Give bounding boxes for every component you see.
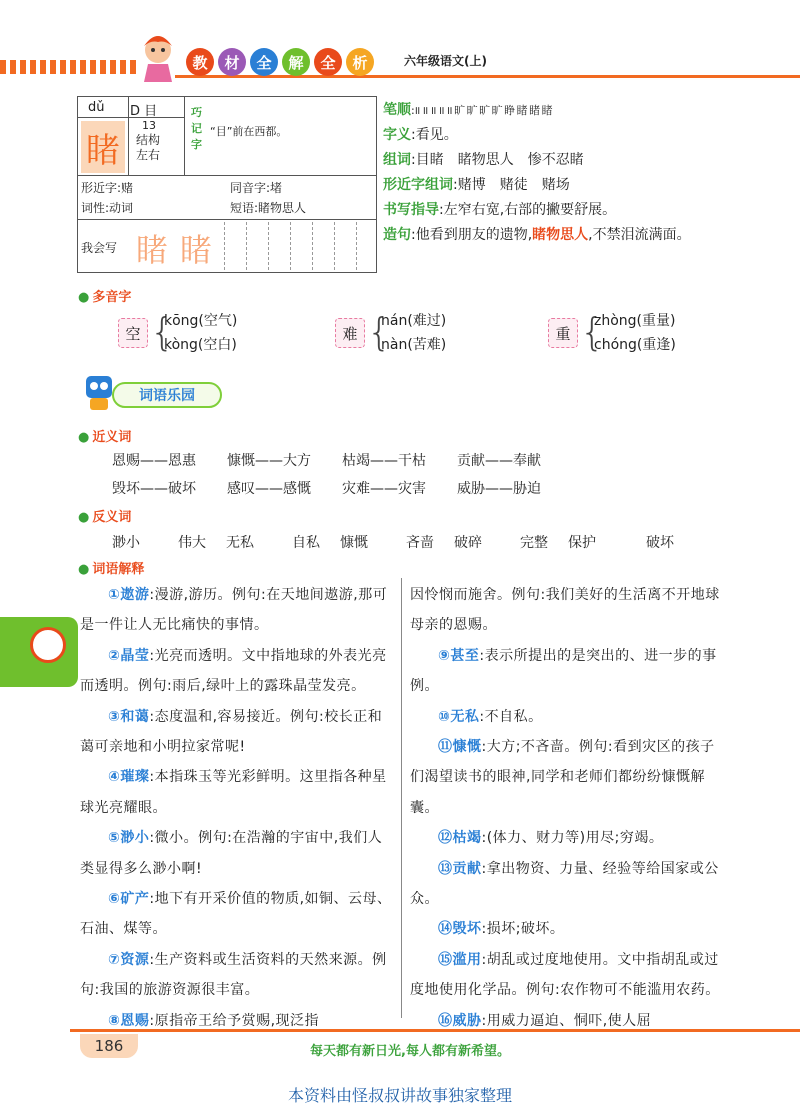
book-title xyxy=(186,48,374,76)
explanation-text: :不自私。 xyxy=(479,708,543,725)
explanation-entry xyxy=(80,702,392,763)
explanation-entry xyxy=(80,884,392,945)
synonym-pair: 灾难——灾害 xyxy=(342,481,426,497)
reading-1: kōng(空气) xyxy=(164,313,238,329)
write-practice-label: 我会写 xyxy=(81,241,118,255)
antonym-word: 完整 xyxy=(520,535,548,551)
practice-char-1: 睹 xyxy=(136,231,169,269)
title-char: 析 xyxy=(346,48,374,76)
explanation-term: ⑦资源 xyxy=(108,951,150,968)
practice-cell xyxy=(246,222,268,270)
section-antonyms: ● 反义词 xyxy=(78,506,131,525)
explanation-entry xyxy=(410,854,725,915)
mnemonic-text: “目”前在西都。 xyxy=(210,125,288,138)
practice-cell xyxy=(334,222,356,270)
explanation-text: :大方;不吝啬。例句:看到灾区的孩子们渴望读书的眼神,同学和老师们都纷纷慷慨解囊。 xyxy=(410,739,715,816)
robot-mascot-icon xyxy=(82,372,116,412)
explanation-term: ⑧恩赐 xyxy=(108,1012,150,1029)
explanation-text: 因怜悯而施舍。例句:我们美好的生活离不开地球母亲的恩赐。 xyxy=(410,587,720,634)
brace-icon: { xyxy=(367,310,392,354)
explanation-text: :漫游,游历。例句:在天地间遨游,那可是一件让人无比痛快的事情。 xyxy=(80,587,388,634)
explanation-term: ①遨游 xyxy=(108,587,150,603)
explanation-text: :损坏;破坏。 xyxy=(481,921,565,938)
synonym-row xyxy=(112,450,572,470)
explanation-entry xyxy=(80,823,392,884)
explanation-term: ④璀璨 xyxy=(108,769,150,786)
antonym-word: 破坏 xyxy=(646,535,674,551)
page-number: 186 xyxy=(80,1034,138,1058)
explanation-entry xyxy=(410,580,725,641)
explanation-term: ⑬贡献 xyxy=(438,860,482,877)
practice-cell xyxy=(268,222,290,270)
antonym-row xyxy=(112,532,674,552)
synonym-pair: 慷慨——大方 xyxy=(227,453,311,469)
synonym-pair: 毁坏——破坏 xyxy=(112,481,196,497)
explanation-text: :态度温和,容易接近。例句:校长正和蔼可亲地和小明拉家常呢! xyxy=(80,708,383,756)
explanation-text: :光亮而透明。文中指地球的外表光亮而透明。例句:雨后,绿叶上的露珠晶莹发亮。 xyxy=(80,647,387,695)
header-decoration xyxy=(0,60,140,74)
explanation-entry xyxy=(80,580,392,641)
antonym-word: 破碎 xyxy=(454,535,482,551)
grade-subtitle: 六年级语文(上) xyxy=(404,54,487,68)
explanation-text: :本指珠玉等光彩鲜明。这里指各种星球光亮耀眼。 xyxy=(80,769,387,816)
explanation-text: :胡乱或过度地使用。文中指胡乱或过度地使用化学品。例句:农作物可不能滥用农药。 xyxy=(410,951,720,999)
synonym-row xyxy=(112,478,572,498)
column-divider xyxy=(401,578,402,1018)
explanation-term: ⑪慷慨 xyxy=(438,739,482,756)
explanation-entry xyxy=(410,641,725,702)
antonym-word: 伟大 xyxy=(178,535,206,551)
explanation-entry xyxy=(410,732,725,823)
antonym-word: 保护 xyxy=(568,535,596,551)
explanation-text: :拿出物资、力量、经验等给国家或公众。 xyxy=(410,860,719,908)
explanation-entry xyxy=(80,945,392,1006)
reading-2: chóng(重逢) xyxy=(594,337,676,353)
side-tab xyxy=(0,617,78,687)
explanation-entry xyxy=(410,823,725,853)
explanation-term: ②晶莹 xyxy=(108,647,150,664)
brace-icon: { xyxy=(150,310,175,354)
antonym-word: 渺小 xyxy=(112,535,140,551)
synonym-pair: 恩赐——恩惠 xyxy=(112,453,196,469)
antonym-word: 无私 xyxy=(226,535,254,551)
section-explanations: ● 词语解释 xyxy=(78,558,144,577)
explanation-term: ⑤渺小 xyxy=(108,830,150,847)
words-row: 组词:目睹 睹物思人 惨不忍睹 xyxy=(383,152,584,168)
synonym-pair: 感叹——感慨 xyxy=(227,481,311,497)
fox-mascot-icon xyxy=(30,627,66,663)
synonym-pair: 枯竭——干枯 xyxy=(342,453,426,469)
explanation-text: :表示所提出的是突出的、进一步的事例。 xyxy=(410,647,717,695)
character-radical: D 目 xyxy=(130,104,158,119)
antonym-word: 自私 xyxy=(292,535,320,551)
title-char: 材 xyxy=(218,48,246,76)
similar-char: 形近字:赌 xyxy=(81,181,134,195)
part-of-speech: 词性:动词 xyxy=(81,201,134,215)
polyphone-char: 重 xyxy=(548,318,578,348)
explanation-text: :原指帝王给予赏赐,现泛指 xyxy=(149,1012,320,1029)
explanation-entry xyxy=(410,914,725,944)
explanation-text: :地下有开采价值的物质,如铜、云母、石油、煤等。 xyxy=(80,891,392,938)
explanation-entry xyxy=(410,702,725,732)
character-card xyxy=(77,96,377,273)
homophone: 同音字:堵 xyxy=(230,181,283,195)
practice-cell xyxy=(290,222,312,270)
writing-guide-row: 书写指导:左窄右宽,右部的撇要舒展。 xyxy=(383,202,617,218)
main-character: 睹 xyxy=(81,121,125,173)
brace-icon: { xyxy=(580,310,605,354)
explanation-term: ⑭毁坏 xyxy=(438,921,482,938)
explanation-entry xyxy=(410,945,725,1006)
stroke-count: 13 xyxy=(142,119,156,132)
synonym-pair: 威胁——胁迫 xyxy=(457,481,541,497)
reading-2: nàn(苦难) xyxy=(381,337,447,353)
sentence-row: 造句:他看到朋友的遗物,睹物思人,不禁泪流满面。 xyxy=(383,227,691,243)
character-pinyin: dǔ xyxy=(88,100,105,115)
section-polyphone: ● 多音字 xyxy=(78,286,131,305)
antonym-word: 慷慨 xyxy=(340,535,368,551)
title-char: 教 xyxy=(186,48,214,76)
explanation-term: ⑨甚至 xyxy=(438,647,480,664)
title-char: 全 xyxy=(314,48,342,76)
credit-line: 本资料由怪叔叔讲故事独家整理 xyxy=(287,1086,512,1105)
structure: 结构 左右 xyxy=(136,133,161,162)
page-header xyxy=(0,38,800,84)
synonym-pair: 贡献——奉献 xyxy=(457,453,541,469)
title-char: 解 xyxy=(282,48,310,76)
practice-cell xyxy=(356,222,378,270)
practice-cell xyxy=(224,222,246,270)
meaning-row: 字义:看见。 xyxy=(383,127,458,143)
antonym-word: 吝啬 xyxy=(406,535,434,551)
explanation-text: :微小。例句:在浩瀚的宇宙中,我们人类显得多么渺小啊! xyxy=(80,830,383,877)
explanation-term: ⑯威胁 xyxy=(438,1012,482,1029)
polyphone-char: 空 xyxy=(118,318,148,348)
section-synonyms: ● 近义词 xyxy=(78,426,131,445)
explanation-term: ③和蔼 xyxy=(108,708,150,725)
reading-1: zhòng(重量) xyxy=(594,313,676,329)
reading-1: nán(难过) xyxy=(381,313,447,329)
polyphone-char: 难 xyxy=(335,318,365,348)
similar-words-row: 形近字组词:赌博 赌徒 赌场 xyxy=(383,177,570,193)
practice-char-2: 睹 xyxy=(180,231,213,269)
explanation-term: ⑫枯竭 xyxy=(438,830,482,847)
footer-line xyxy=(70,1029,800,1032)
reading-2: kòng(空白) xyxy=(164,337,237,353)
stroke-order-row: 笔顺:॥ ॥ ॥ ॥ ॥ 旷 旷 旷 旷 睁 睹 睹 睹 xyxy=(383,102,552,118)
explanation-text: :用威力逼迫、恫吓,使人屈 xyxy=(481,1012,652,1029)
explanations-right-column xyxy=(410,580,725,1036)
explanation-term: ⑮滥用 xyxy=(438,951,482,968)
explanation-term: ⑩无私 xyxy=(438,708,480,725)
mnemonic-label: 巧记字 xyxy=(191,106,202,151)
character-info xyxy=(383,98,793,248)
title-char: 全 xyxy=(250,48,278,76)
explanation-text: :生产资料或生活资料的天然来源。例句:我国的旅游资源很丰富。 xyxy=(80,951,387,999)
explanation-entry xyxy=(80,762,392,823)
practice-cell xyxy=(312,222,334,270)
explanation-term: ⑥矿产 xyxy=(108,891,150,908)
banner-title: 词语乐园 xyxy=(112,382,222,408)
word-garden-banner xyxy=(82,372,232,412)
phrase: 短语:睹物思人 xyxy=(230,201,307,215)
explanations-left-column xyxy=(80,580,392,1036)
footer-motto: 每天都有新日光,每人都有新希望。 xyxy=(310,1044,510,1059)
explanation-entry xyxy=(80,641,392,702)
explanation-text: :(体力、财力等)用尽;穷竭。 xyxy=(481,830,664,847)
